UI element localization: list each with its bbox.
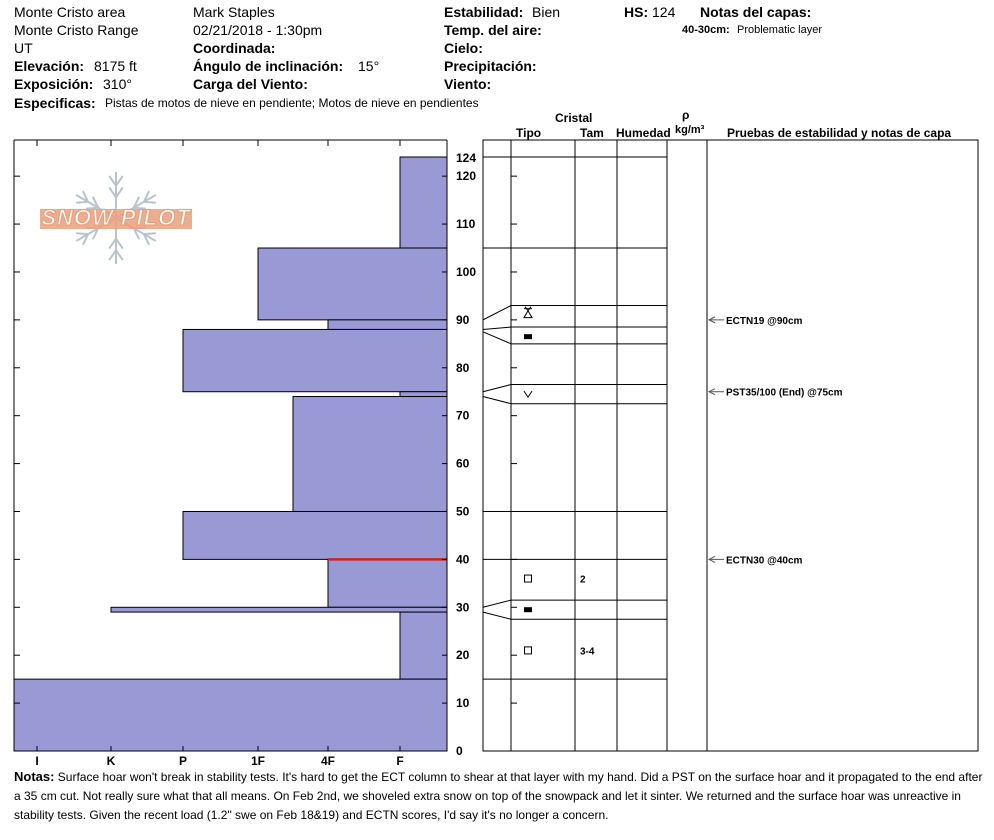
crystal-crust (524, 334, 532, 339)
notes-text: Surface hoar won't break in stability tests. It's hard to get the ECT column to shear at that layer with my hand. Did a PST on the surface hoar and it propagated to the end after a 35 cm cut. Not really sure what that all means. On Feb 2nd, we shoveled extra snow on top of the snowpack and let it sinter. We returned and the surface hoar was unreactive in stability tests. Given the recent load (1.2" swe on Feb 18&19) and ECTN scores, I'd say it's no longer a concern. (14, 770, 983, 822)
specifics-label: Especificas: (14, 95, 96, 111)
depth-label-80: 80 (456, 360, 470, 375)
layer-note-depth: 40-30cm: (682, 24, 730, 36)
stability-label: Estabilidad: (444, 4, 524, 20)
depth-label-50: 50 (456, 504, 470, 519)
depth-label-20: 20 (456, 648, 470, 663)
depth-label-90: 90 (456, 312, 470, 327)
range: Monte Cristo Range (14, 22, 139, 38)
crystal-crust (524, 607, 532, 612)
snowflake-branch (109, 176, 116, 186)
hs-value: 124 (652, 4, 676, 20)
wind-label: Viento: (444, 76, 492, 92)
slope-value: 15° (358, 58, 380, 74)
notes-label: Notas: (14, 769, 55, 784)
snowflake-branch (116, 187, 123, 197)
stability-value: Bien (532, 4, 561, 20)
sky-label: Cielo: (444, 40, 483, 56)
hardness-bar-2 (328, 320, 447, 330)
layer-connector (483, 612, 511, 619)
crystal-size: 3-4 (580, 646, 595, 658)
hs-label: HS: (624, 4, 649, 20)
facets-icon (525, 575, 532, 582)
stability-test-label: PST35/100 (End) @75cm (726, 387, 843, 399)
hardness-bar-10 (14, 679, 447, 751)
hardness-bar-3 (183, 329, 447, 391)
depth-label-10: 10 (456, 696, 470, 711)
specifics-value: Pistas de motos de nieve en pendiente; Motos de nieve en pendientes (105, 96, 479, 110)
facets-icon (525, 647, 532, 654)
hardness-profile (14, 157, 447, 751)
air-temp-label: Temp. del aire: (444, 22, 542, 38)
observer: Mark Staples (193, 4, 275, 20)
density-unit-header: kg/m³ (675, 124, 705, 136)
hardness-bar-1 (258, 248, 447, 320)
depth-label-124: 124 (456, 151, 477, 165)
depth-label-30: 30 (456, 600, 470, 615)
stability-test-label: ECTN30 @40cm (726, 555, 803, 567)
depth-label-120: 120 (456, 169, 477, 184)
hardness-bar-6 (183, 511, 447, 559)
depth-label-40: 40 (456, 552, 470, 567)
snowflake-branch (116, 176, 123, 186)
depth-label-100: 100 (456, 264, 477, 279)
depth-label-60: 60 (456, 456, 470, 471)
state: UT (14, 40, 33, 56)
slope-label: Ángulo de inclinación: (193, 58, 344, 74)
stability-test-label: ECTN19 @90cm (726, 315, 803, 327)
hardness-bar-0 (400, 157, 447, 248)
hardness-label-F: F (396, 754, 404, 768)
moisture-header: Humedad (616, 126, 671, 140)
type-header: Tipo (516, 126, 542, 140)
hardness-bar-7 (328, 559, 447, 607)
crust-icon (524, 334, 532, 339)
logo-text: SNOW PILOT (41, 205, 191, 230)
hardness-label-1F: 1F (250, 754, 266, 768)
snowflake-branch (116, 250, 123, 260)
snowflake-branch (109, 250, 116, 260)
crystal-facets (525, 575, 532, 582)
layer-connector (483, 600, 511, 607)
snowflake-branch (144, 202, 156, 203)
aspect-value: 310° (103, 76, 132, 92)
layer-connector (483, 397, 511, 404)
location: Monte Cristo area (14, 4, 126, 20)
elevation-value: 8175 ft (94, 58, 137, 74)
aspect-label: Exposición: (14, 76, 94, 92)
depth-label-70: 70 (456, 408, 470, 423)
layer-connector (483, 306, 511, 320)
crystal-surface-hoar (524, 391, 532, 397)
depth-axis (442, 140, 476, 758)
snowflake-branch (144, 233, 156, 234)
hardness-label-P: P (178, 754, 188, 768)
hardness-bar-5 (293, 397, 447, 512)
rho-header: ρ (682, 108, 690, 122)
hardness-label-K: K (106, 754, 116, 768)
tests-header: Pruebas de estabilidad y notas de capa (727, 126, 952, 140)
crystal-surface-hoar-depth-hoar (524, 307, 532, 318)
depth-label-0: 0 (456, 744, 463, 758)
datetime: 02/21/2018 - 1:30pm (193, 22, 323, 38)
hardness-bar-4 (400, 392, 447, 397)
layer-notes-label: Notas del capas: (700, 4, 812, 20)
layer-table (483, 140, 978, 751)
crystal-size: 2 (580, 574, 586, 586)
depth-label-110: 110 (456, 217, 476, 232)
layer-table-frame (483, 140, 978, 751)
layer-connector (483, 327, 511, 329)
coord-label: Coordinada: (193, 40, 276, 56)
precip-label: Precipitación: (444, 58, 537, 74)
hardness-bar-9 (400, 612, 447, 679)
layer-connector (483, 332, 511, 344)
snowflake-branch (109, 239, 116, 249)
crust-icon (524, 607, 532, 612)
crystal-facets (525, 647, 532, 654)
wind-load-label: Carga del Viento: (193, 76, 308, 92)
depth-hoar-icon (524, 311, 532, 318)
snowflake-branch (116, 239, 123, 249)
notes (14, 767, 990, 825)
snowflake-branch (109, 187, 116, 197)
snowflake-branch (76, 233, 88, 234)
snowpilot-logo (40, 172, 192, 264)
snowflake-branch (76, 202, 88, 203)
elevation-label: Elevación: (14, 58, 85, 74)
hardness-label-I: I (35, 754, 39, 768)
layer-connector (483, 385, 511, 392)
hardness-bar-8 (111, 607, 447, 612)
layer-note-text: Problematic layer (737, 24, 822, 36)
hardness-label-4F: 4F (320, 754, 336, 768)
crystal-header: Cristal (555, 111, 593, 125)
size-header: Tam (580, 126, 604, 140)
surface-hoar-icon (524, 391, 532, 397)
